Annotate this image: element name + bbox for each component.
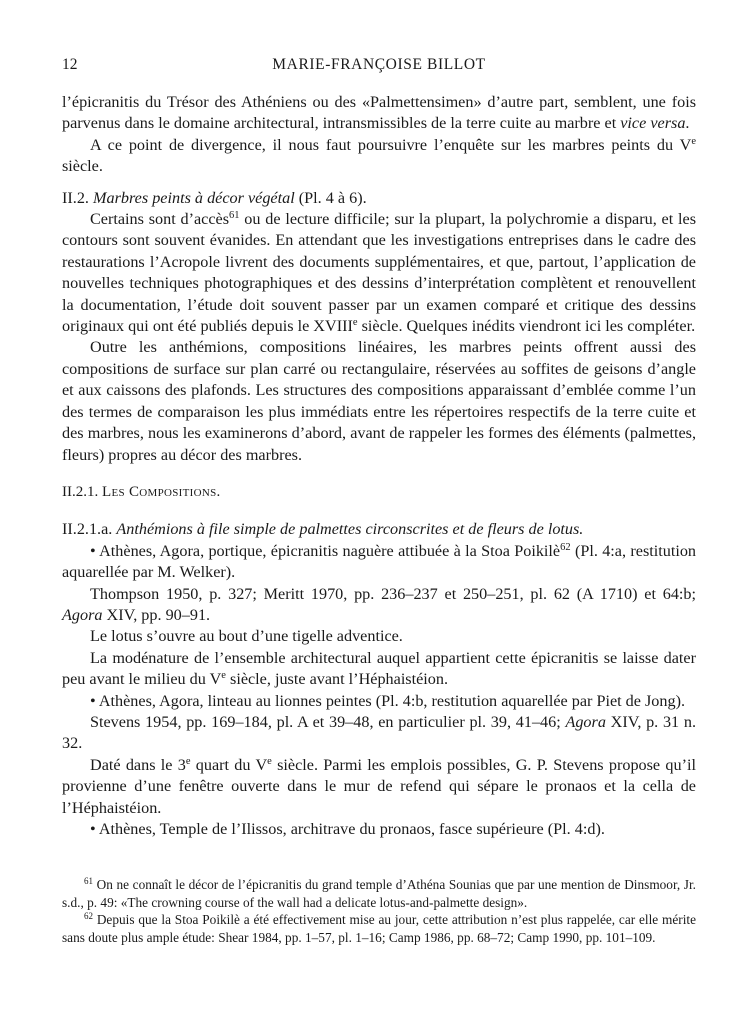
paragraph: Le lotus s’ouvre au bout d’une tigelle adventice. (90, 627, 403, 646)
paragraph: La modénature de l’ensemble architectural auquel appartient cette épicranitis se laisse dater peu avant le milieu du Ve siècle, juste avant l’Héphaistéion. (62, 648, 696, 689)
subsubsection-heading: II.2.1.a. Anthémions à file simple de palmettes circonscrites et de fleurs de lotus. (62, 520, 584, 539)
section-heading: II.2. Marbres peints à décor végétal (Pl. 4 à 6). (62, 188, 367, 207)
footnote-ref[interactable]: 62 (560, 541, 571, 553)
footnote-ref[interactable]: 61 (229, 210, 240, 222)
catalogue-entry: • Athènes, Agora, linteau au lionnes peintes (Pl. 4:b, restitution aquarellée par Piet de Jong). (90, 691, 686, 710)
subsection-heading: II.2.1. Les Compositions. (62, 483, 221, 500)
footnote: $^{62}$ Depuis que la Stoa Poikilè a été effectivement mise au jour, cette attribution n’est plus rappelée, car elle mérite sans doute plus ample étude: Shear 1984, pp. 1–57, pl. 1–16; Camp 1986, pp. 68–72; Camp 1990, pp. 101–109. (62, 911, 696, 945)
running-header (62, 56, 696, 80)
bibliography-line: Thompson 1950, p. 327; Meritt 1970, pp. 236–237 et 250–251, pl. 62 (A 1710) et 64:b; Agora XIV, pp. 90–91. (62, 584, 696, 624)
paragraph: Daté dans le 3e quart du Ve siècle. Parmi les emplois possibles, G. P. Stevens propose qu’il provienne d’une fenêtre ouverte dans le mur de refend qui sépare le pronaos et la cella de l’Héphaistéion. (62, 755, 696, 817)
footnotes (62, 876, 696, 946)
page-number: 12 (62, 56, 78, 73)
paragraph: Outre les anthémions, compositions linéaires, les marbres peints offrent aussi des compositions de surface sur plan carré ou rectangulaire, réservées au soffites de geisons d’angle et aux caissons des plafonds. Les structures des compositions apparaissant d’emblée comme l’un des termes de comparaison les plus immédiats entre les répertoires respectifs de la terre cuite et des marbres, nous les examinerons d’abord, avant de rappeler les formes des éléments (palmettes, fleurs) propres au décor des marbres. (62, 338, 696, 464)
page (62, 56, 696, 840)
paragraph: l’épicranitis du Trésor des Athéniens ou des «Palmettensimen» d’autre part, semblent, une fois parvenus dans le domaine architectural, intransmissibles de la terre cuite au marbre et vice versa. (62, 93, 696, 133)
paragraph: A ce point de divergence, il nous faut poursuivre l’enquête sur les marbres peints du Ve siècle. (62, 135, 696, 176)
bibliography-line: Stevens 1954, pp. 169–184, pl. A et 39–48, en particulier pl. 39, 41–46; Agora XIV, p. 31 n. 32. (62, 712, 696, 753)
running-head-author: MARIE-FRANÇOISE BILLOT (272, 56, 486, 73)
catalogue-entry: • Athènes, Temple de l’Ilissos, architrave du pronaos, fasce supérieure (Pl. 4:d). (90, 820, 605, 838)
paragraph: Certains sont d’accès$^{61}$ ou de lecture difficile; sur la plupart, la polychromie a disparu, et les contours sont souvent évanides. En attendant que les investigations entreprises dans le cadre des restaurations l’Acropole livrent des documents supplémentaires, et que, partout, l’application de nouvelles techniques photographiques et des dessins d’interprétation complètent et renouvellent la documentation, l’étude doit souvent passer par un examen comparé et critique des dessins originaux qui ont été publiés depuis le XVIIIe siècle. Quelques inédits viendront ici les compléter. (62, 210, 696, 336)
main-text (62, 92, 696, 840)
catalogue-entry: • Athènes, Agora, portique, épicranitis naguère attibuée à la Stoa Poikilè$^{62}$ (Pl. 4:a, restitution aquarellée par M. Welker). (62, 541, 697, 582)
footnote: $^{61}$ On ne connaît le décor de l’épicranitis du grand temple d’Athéna Sounias que par une mention de Dinsmoor, Jr. s.d., p. 49: «The crowning course of the wall had a delicate lotus-and-palmette design». (62, 876, 696, 910)
